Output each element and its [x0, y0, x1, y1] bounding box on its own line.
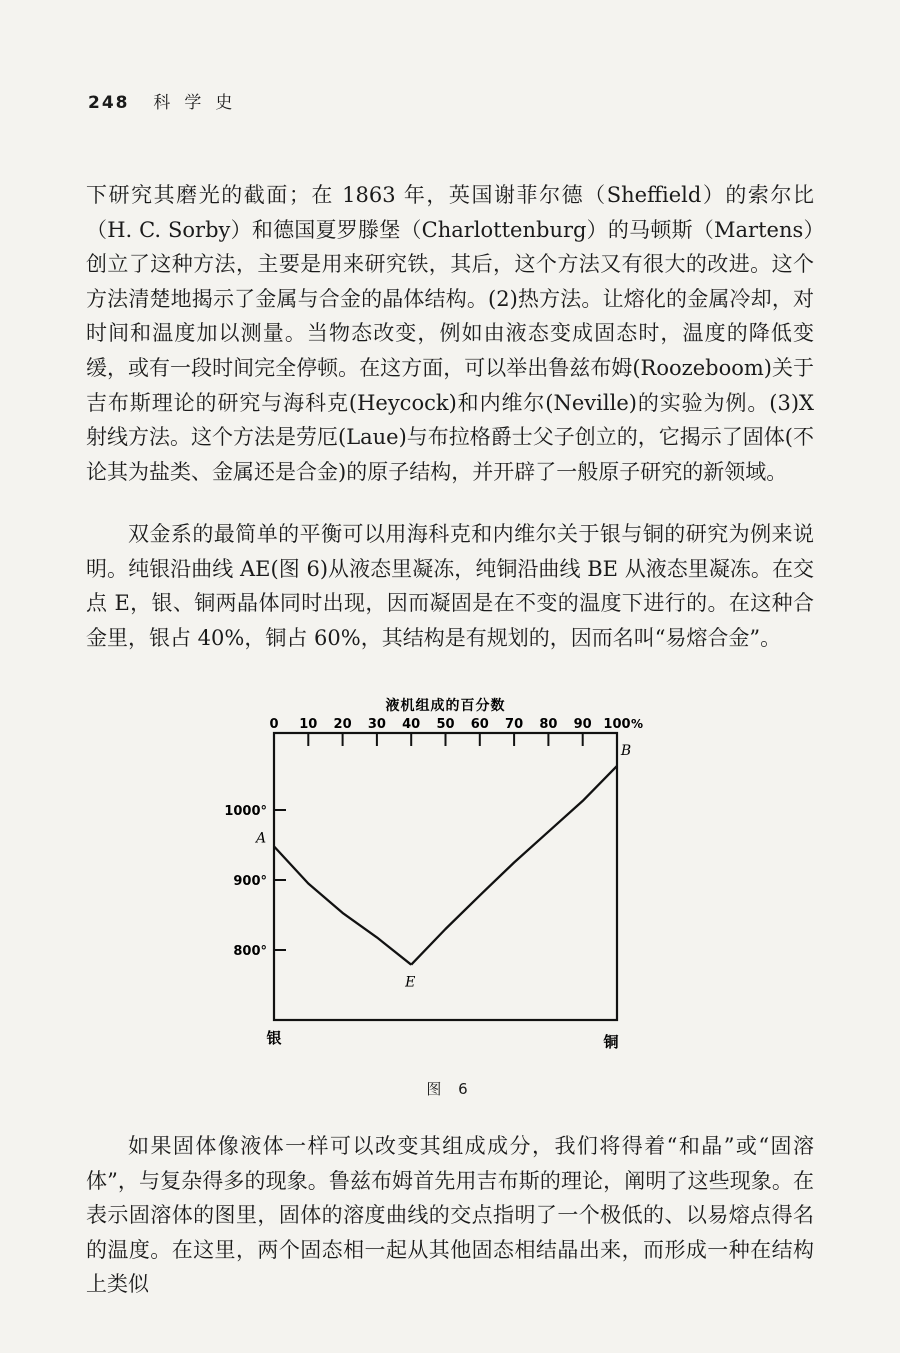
plot-frame	[274, 733, 617, 1020]
right-label-copper: 铜	[603, 1033, 619, 1051]
x-tick-label: 100	[603, 717, 631, 732]
x-tick-label: 20	[333, 717, 352, 732]
paragraph-2: 双金系的最简单的平衡可以用海科克和内维尔关于银与铜的研究为例来说明。纯银沿曲线 AE(图 6)从液态里凝冻，纯铜沿曲线 BE 从液态里凝冻。在交点 E，银、铜两晶体同时出现，因而凝固是在不变的温度下进行的。在这种合金里，银占 40%，铜占 60%，其结构是有规划的，因而名叫“易熔合金”。	[86, 522, 814, 650]
x-tick-label: 50	[436, 717, 455, 732]
x-tick-label: 40	[402, 717, 421, 732]
curve-be	[411, 766, 617, 965]
book-title: 科学史	[153, 93, 247, 113]
x-tick-label: 80	[539, 717, 558, 732]
x-tick-label: 60	[470, 717, 489, 732]
y-tick-label: 1000°	[224, 804, 267, 819]
point-label-a: A	[255, 830, 267, 847]
left-label-silver: 银	[266, 1029, 282, 1047]
page-header	[88, 88, 246, 113]
phase-diagram	[0, 690, 900, 1070]
y-tick-label: 900°	[233, 874, 267, 889]
paragraph-3: 如果固体像液体一样可以改变其组成成分，我们将得着“和晶”或“固溶体”，与复杂得多的现象。鲁兹布姆首先用吉布斯的理论，阐明了这些现象。在表示固溶体的图里，固体的溶度曲线的交点指明了一个极低的、以易熔点得名的温度。在这里，两个固态相一起从其他固态相结晶出来，而形成一种在结构上类似	[86, 1134, 814, 1297]
x-tick-label: 10	[299, 717, 318, 732]
figure-6	[0, 690, 900, 1110]
point-label-e: E	[405, 974, 416, 991]
curve-ae	[274, 846, 411, 964]
x-tick-label: 0	[269, 717, 279, 732]
y-tick-label: 800°	[233, 944, 267, 959]
paragraph-1: 下研究其磨光的截面；在 1863 年，英国谢菲尔德（Sheffield）的索尔比（H. C. Sorby）和德国夏罗滕堡（Charlottenburg）的马顿斯（Martens）创立了这种方法，主要是用来研究铁，其后，这个方法又有很大的改进。这个方法清楚地揭示了金属与合金的晶体结构。(2)热方法。让熔化的金属冷却，对时间和温度加以测量。当物态改变，例如由液态变成固态时，温度的降低变缓，或有一段时间完全停顿。在这方面，可以举出鲁兹布姆(Roozeboom)关于吉布斯理论的研究与海科克(Heycock)和内维尔(Neville)的实验为例。(3)X 射线方法。这个方法是劳厄(Laue)与布拉格爵士父子创立的，它揭示了固体(不论其为盐类、金属还是合金)的原子结构，并开辟了一般原子研究的新领域。	[86, 183, 814, 484]
x-unit-label: %	[630, 717, 644, 731]
figure-caption: 图 6	[426, 1080, 474, 1098]
page-number: 248	[88, 93, 130, 113]
chart-title: 液机组成的百分数	[385, 698, 506, 714]
x-tick-label: 70	[505, 717, 524, 732]
x-tick-label: 90	[573, 717, 592, 732]
x-tick-label: 30	[367, 717, 386, 732]
point-label-b: B	[620, 742, 632, 759]
